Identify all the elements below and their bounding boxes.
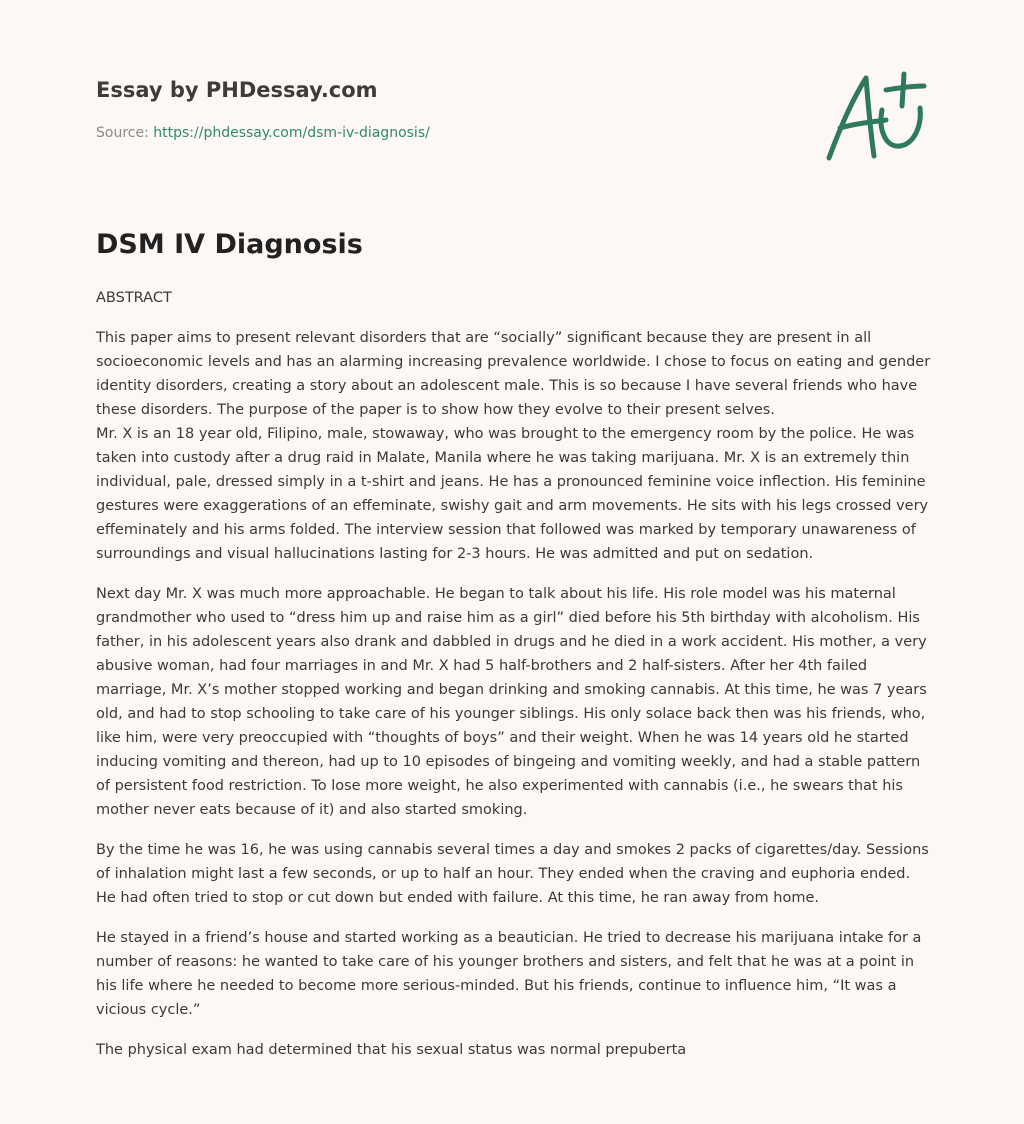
a-plus-logo-icon (822, 66, 928, 166)
source-label: Source: (96, 125, 149, 141)
essay-title: DSM IV Diagnosis (96, 229, 363, 260)
site-header (96, 76, 796, 143)
essay-paragraph: Next day Mr. X was much more approachable. He began to talk about his life. His role model was his maternal grandmother who used to “dress him up and raise him as a girl” died before his 5th birthday with alcoholism. His father, in his adolescent years also drank and dabbled in drugs and he died in a work accident. His mother, a very abusive woman, had four marriages in and Mr. X had 5 half-brothers and 2 half-sisters. After her 4th failed marriage, Mr. X’s mother stopped working and began drinking and smoking cannabis. At this time, he was 7 years old, and had to stop schooling to take care of his younger siblings. His only solace back then was his friends, who, like him, were very preoccupied with “thoughts of boys” and their weight. When he was 14 years old he started inducing vomiting and thereon, had up to 10 episodes of bingeing and vomiting weekly, and had a stable pattern of persistent food restriction. To lose more weight, he also experimented with cannabis (i.e., he swears that his mother never eats because of it) and also started smoking. (96, 586, 927, 818)
source-link[interactable]: https://phdessay.com/dsm-iv-diagnosis/ (153, 125, 430, 141)
source-line (96, 123, 796, 143)
essay-paragraph: Mr. X is an 18 year old, Filipino, male, stowaway, who was brought to the emergency room by the police. He was taken into custody after a drug raid in Malate, Manila where he was taking marijuana. Mr. X is an extremely thin individual, pale, dressed simply in a t-shirt and jeans. He has a pronounced feminine voice inflection. His feminine gestures were exaggerations of an effeminate, swishy gait and arm movements. He sits with his legs crossed very effeminately and his arms folded. The interview session that followed was marked by temporary unawareness of surroundings and visual hallucinations lasting for 2-3 hours. He was admitted and put on sedation. (96, 426, 929, 562)
essay-paragraph: This paper aims to present relevant disorders that are “socially” significant because they are present in all socioeconomic levels and has an alarming increasing prevalence worldwide. I chose to focus on eating and gender identity disorders, creating a story about an adolescent male. This is so because I have several friends who have these disorders. The purpose of the paper is to show how they evolve to their present selves. (96, 330, 931, 418)
site-brand: Essay by PHDessay.com (96, 78, 378, 102)
essay-paragraph: The physical exam had determined that his sexual status was normal prepuberta (96, 1042, 687, 1058)
essay-body (96, 286, 932, 1078)
essay-paragraph: He stayed in a friend’s house and started working as a beautician. He tried to decrease his marijuana intake for a number of reasons: he wanted to take care of his younger brothers and sisters, and felt that he was at a point in his life where he needed to become more serious-minded. But his friends, continue to influence him, “It was a vicious cycle.” (96, 930, 922, 1018)
abstract-heading: ABSTRACT (96, 290, 172, 306)
essay-paragraph: By the time he was 16, he was using cannabis several times a day and smokes 2 packs of cigarettes/day. Sessions of inhalation might last a few seconds, or up to half an hour. They ended when the craving and euphoria ended. He had often tried to stop or cut down but ended with failure. At this time, he ran away from home. (96, 842, 929, 906)
